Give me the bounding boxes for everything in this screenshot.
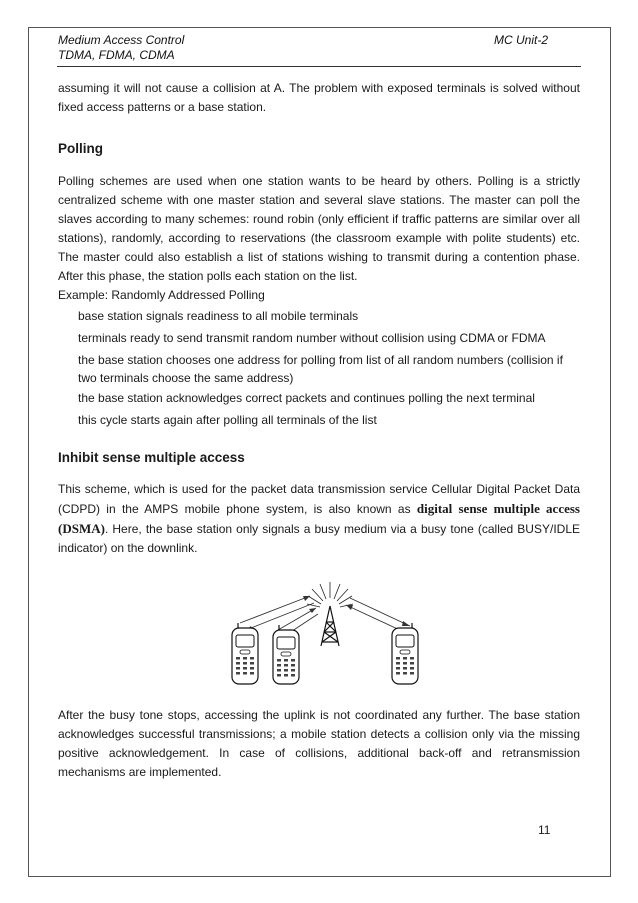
page-number: 11	[538, 823, 551, 837]
header-subtitle: TDMA, FDMA, CDMA	[58, 48, 175, 62]
list-item: the base station acknowledges correct packets and continues polling the next terminal	[78, 391, 535, 405]
list-item: this cycle starts again after polling all terminals of the list	[78, 413, 377, 427]
running-header	[58, 33, 184, 63]
header-unit: MC Unit-2	[494, 33, 549, 47]
document-body	[58, 79, 580, 782]
dsma-term: digital sense multiple access (DSMA)	[58, 501, 580, 536]
polling-steps-list	[58, 307, 580, 430]
header-divider	[57, 66, 581, 67]
busy-tone-figure	[58, 568, 580, 686]
isma-paragraph	[58, 480, 580, 558]
list-item: terminals ready to send transmit random number without collision using CDMA or FDMA	[78, 331, 546, 345]
isma-text-after: . Here, the base station only signals a busy medium via a busy tone (called BUSY/IDLE indicator) on the downlink.	[58, 522, 580, 555]
closing-paragraph: After the busy tone stops, accessing the uplink is not coordinated any further. The base station acknowledges successful transmissions; a mobile station detects a collision only via the missing positive acknowledgement. In case of collisions, additional back-off and retransmission mechanisms are implemented.	[58, 708, 580, 779]
base-station-diagram	[218, 568, 423, 686]
isma-heading: Inhibit sense multiple access	[58, 450, 245, 465]
example-label: Example: Randomly Addressed Polling	[58, 288, 265, 302]
mobile-phone-icon	[273, 625, 299, 684]
mobile-phone-icon	[232, 623, 258, 684]
list-item: the base station chooses one address for polling from list of all random numbers (collision if two terminals choose the same address)	[78, 353, 563, 385]
mobile-phone-icon	[392, 623, 418, 684]
polling-paragraph: Polling schemes are used when one station wants to be heard by others. Polling is a strictly centralized scheme with one master station and several slave stations. The master can poll the slaves according to many schemes: round robin (only efficient if traffic patterns are similar over all stations), randomly, according to reservations (the classroom example with polite students) etc. The master could also establish a list of stations wishing to transmit during a contention phase. After this phase, the station polls each station on the list.	[58, 174, 580, 283]
header-title: Medium Access Control	[58, 33, 185, 47]
intro-paragraph: assuming it will not cause a collision at A. The problem with exposed terminals is solved without fixed access patterns or a base station.	[58, 81, 580, 114]
isma-text-before: This scheme, which is used for the packet data transmission service Cellular Digital Packet Data (CDPD) in the AMPS mobile phone system, is also known as	[58, 482, 580, 516]
polling-heading: Polling	[58, 141, 103, 156]
list-item: base station signals readiness to all mobile terminals	[78, 309, 359, 323]
antenna-tower-icon	[321, 606, 339, 646]
